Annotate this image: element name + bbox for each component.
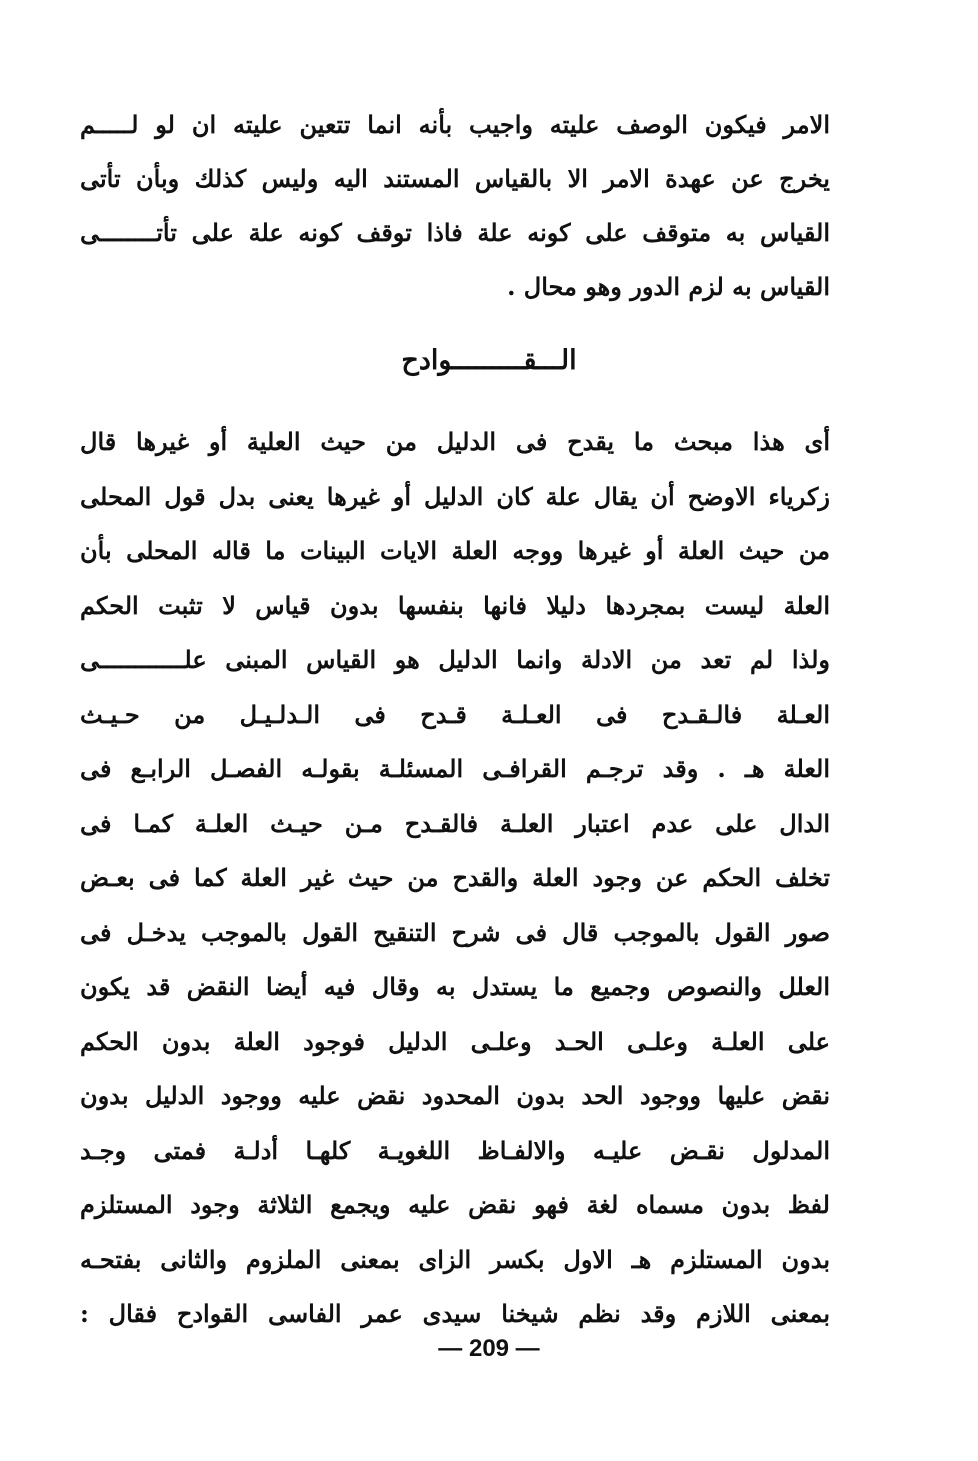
- text-line: بدون المستلزم هـ الاول بكسر الزاى بمعنى الملزوم والثانى بفتحـه: [80, 1244, 830, 1274]
- intro-paragraph: [80, 98, 830, 314]
- body-paragraph: [80, 415, 830, 1342]
- text-line: لفظ بدون مسماه لغة فهو نقض عليه ويجمع الثلاثة وجود المستلزم: [80, 1190, 830, 1219]
- section-heading: الـــقـــــــــوادح: [401, 345, 577, 376]
- text-line: العـلة فالـقـدح فى العـلـة قـدح فى الـدلـيـل من حـيـث: [80, 699, 830, 729]
- text-line: من حيث العلة أو غيرها ووجه العلة الايات البينات ما قاله المحلى بأن: [80, 536, 830, 565]
- page-number: — 209 —: [438, 1335, 540, 1362]
- text-line: تخلف الحكم عن وجود العلة والقدح من حيث غير العلة كما فى بعـض: [80, 863, 830, 892]
- text-line: ولذا لم تعد من الادلة وانما الدليل هو القياس المبنى علــــــــــــى: [80, 645, 830, 674]
- text-line: القياس به لزم الدور وهو محال .: [507, 272, 830, 301]
- text-line: نقض عليها ووجود الحد بدون المحدود نقض عليه ووجود الدليل بدون: [80, 1081, 830, 1110]
- text-line: القياس به متوقف على كونه علة فاذا توقف كونه علة على تأتــــــــى: [80, 218, 830, 247]
- text-line: على العلـة وعلـى الحـد وعلـى الدليل فوجود العلة بدون الحكم: [80, 1026, 830, 1056]
- text-line: يخرج عن عهدة الامر الا بالقياس المستند اليه وليس كذلك وبأن تأتى: [80, 164, 830, 193]
- text-line: بمعنى اللازم وقد نظم شيخنا سيدى عمر الفاسى القوادح فقال :: [80, 1299, 830, 1328]
- text-line: الدال على عدم اعتبار العلـة فالقـدح مـن حيـث العلـة كمـا فى: [80, 808, 830, 838]
- text-line: العلل والنصوص وجميع ما يستدل به وقال فيه أيضا النقض قد يكون: [80, 972, 830, 1001]
- text-line: الامر فيكون الوصف عليته واجيب بأنه انما تتعين عليته ان لو لـــــم: [80, 110, 831, 139]
- text-line: العلة ليست بمجردها دليلا فانها بنفسها بدون قياس لا تثبت الحكم: [80, 590, 830, 620]
- text-line: أى هذا مبحث ما يقدح فى الدليل من حيث العلية أو غيرها قال: [80, 427, 830, 456]
- text-line: العلة هـ . وقد ترجـم القرافـى المسئلـة بقولـه الفصـل الرابـع فى: [80, 754, 830, 783]
- text-line: زكرياء الاوضح أن يقال علة كان الدليل أو غيرها يعنى بدل قول المحلى: [80, 481, 830, 511]
- text-line: صور القول بالموجب قال فى شرح التنقيح القول بالموجب يدخـل فى: [80, 917, 830, 947]
- text-line: المدلول نقـض عليـه والالفـاظ اللغويـة كلهـا أدلـة فمتى وجـد: [80, 1135, 830, 1165]
